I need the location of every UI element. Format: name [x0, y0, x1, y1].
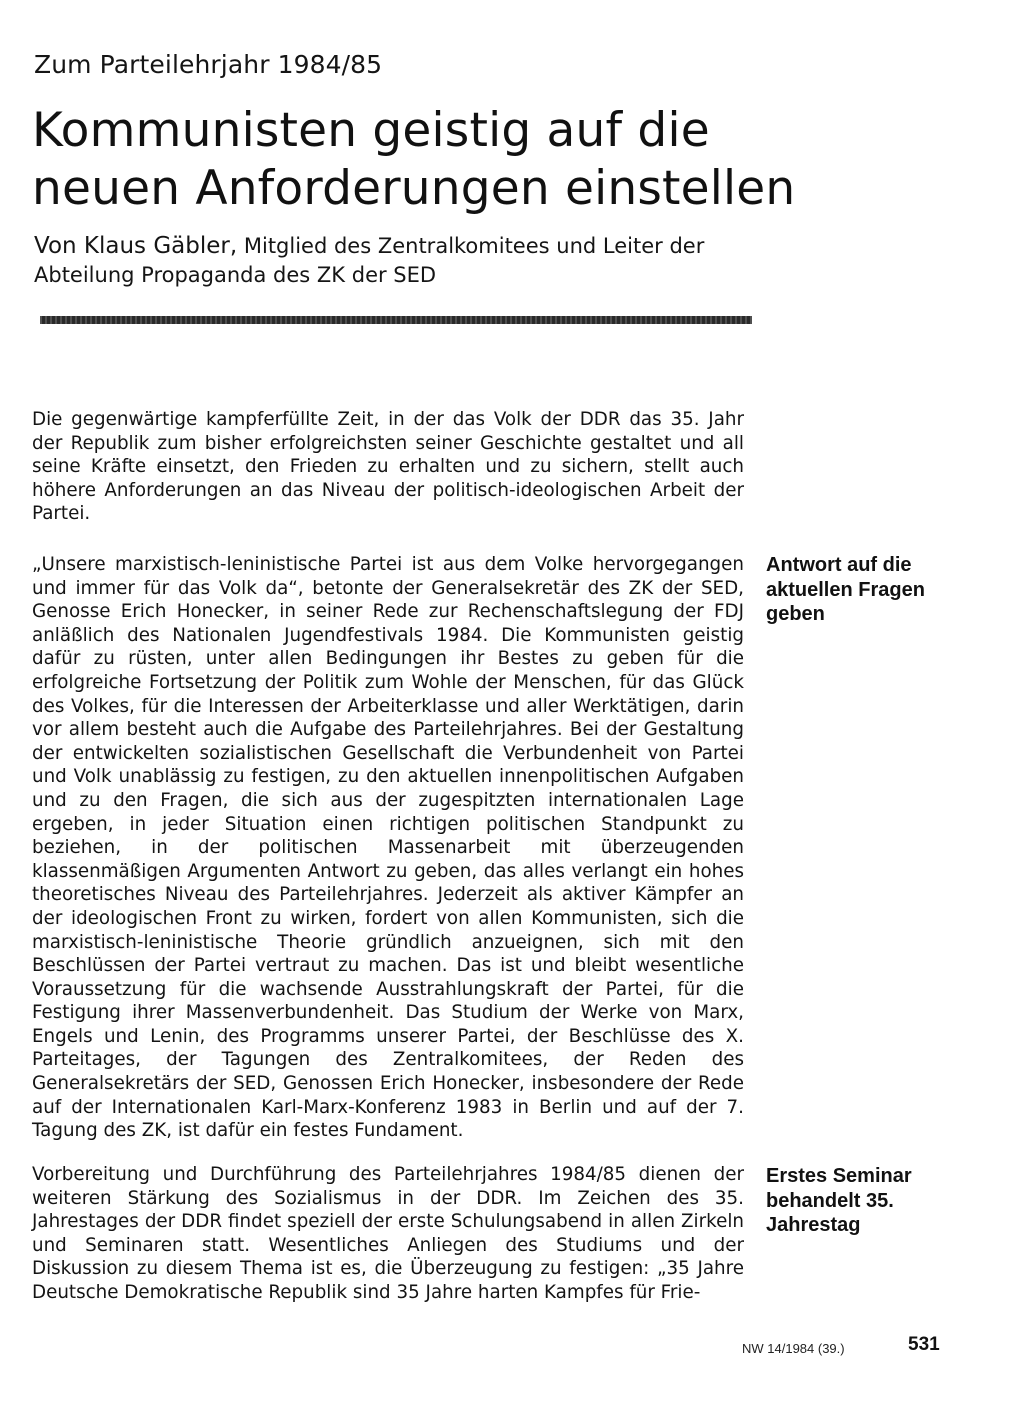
margin-note: Antwort auf die aktuellen Fragen geben [766, 554, 925, 625]
body-paragraph: Vorbereitung und Durchführung des Parteilehrjahres 1984/85 dienen der weiteren Stärkung des Sozialismus in der DDR. Im Zeichen des 35. Jahrestages der DDR findet speziell der erste Schulungsabend in allen Zirkeln und Seminaren statt. Wesentliches Anliegen des Studiums und der Diskussion zu diesem Thema ist es, die Überzeugung zu festigen: „35 Jahre Deutsche Demokratische Republik sind 35 Jahre harten Kampfes für Frie- [32, 1164, 744, 1303]
margin-note: Erstes Seminar behandelt 35. Jahrestag [766, 1165, 912, 1236]
article-kicker: Zum Parteilehrjahr 1984/85 [34, 50, 383, 79]
page-number: 531 [908, 1334, 940, 1355]
body-paragraph: Die gegenwärtige kampferfüllte Zeit, in der das Volk der DDR das 35. Jahr der Republik zum bisher erfolgreichsten seiner Geschichte gestaltet und all seine Kräfte einsetzt, den Frieden zu erhalten und zu sichern, stellt auch höhere Anforderungen an das Niveau der politisch-ideologischen Arbeit der Partei. [32, 409, 744, 525]
issue-reference: NW 14/1984 (39.) [742, 1341, 845, 1356]
article-title: Kommunisten geistig auf die neuen Anforderungen einstellen [32, 103, 796, 216]
author-name: Von Klaus Gäbler, [34, 233, 238, 259]
author-role: Mitglied des Zentralkomitees und Leiter der Abteilung Propaganda des ZK der SED [34, 234, 705, 287]
article-byline [34, 232, 734, 290]
title-divider [40, 316, 752, 324]
body-paragraph: „Unsere marxistisch-leninistische Partei ist aus dem Volke hervorgegangen und immer für das Volk da“, betonte der Generalsekretär des ZK der SED, Genosse Erich Honecker, in seiner Rede zur Rechenschaftslegung der FDJ anläßlich des Nationalen Jugendfestivals 1984. Die Kommunisten geistig dafür zu rüsten, unter allen Bedingungen ihr Bestes zu geben für die erfolgreiche Fortsetzung der Politik zum Wohle der Menschen, für das Glück des Volkes, für die Interessen der Arbeiterklasse und aller Werktätigen, darin vor allem besteht auch die Aufgabe des Parteilehrjahres. Bei der Gestaltung der entwickelten sozialistischen Gesellschaft die Verbundenheit von Partei und Volk unablässig zu festigen, zu den aktuellen innenpolitischen Aufgaben und zu den Fragen, die sich aus der zugespitzten internationalen Lage ergeben, in jeder Situation einen richtigen politischen Standpunkt zu beziehen, in der politischen Massenarbeit mit überzeugenden klassenmäßigen Argumenten Antwort zu geben, das alles verlangt ein hohes theoretisches Niveau des Parteilehrjahres. Jederzeit als aktiver Kämpfer an der ideologischen Front zu wirken, fordert von allen Kommunisten, sich die marxistisch-leninistische Theorie gründlich anzueignen, sich mit den Beschlüssen der Partei vertraut zu machen. Das ist und bleibt wesentliche Voraussetzung für die wachsende Ausstrahlungskraft der Partei, für die Festigung ihrer Massenverbundenheit. Das Studium der Werke von Marx, Engels und Lenin, des Programms unserer Partei, der Beschlüsse des X. Parteitages, der Tagungen des Zentralkomitees, der Reden des Generalsekretärs der SED, Genossen Erich Honecker, insbesondere der Rede auf der Internationalen Karl-Marx-Konferenz 1983 in Berlin und auf der 7. Tagung des ZK, ist dafür ein festes Fundament. [32, 554, 744, 1142]
